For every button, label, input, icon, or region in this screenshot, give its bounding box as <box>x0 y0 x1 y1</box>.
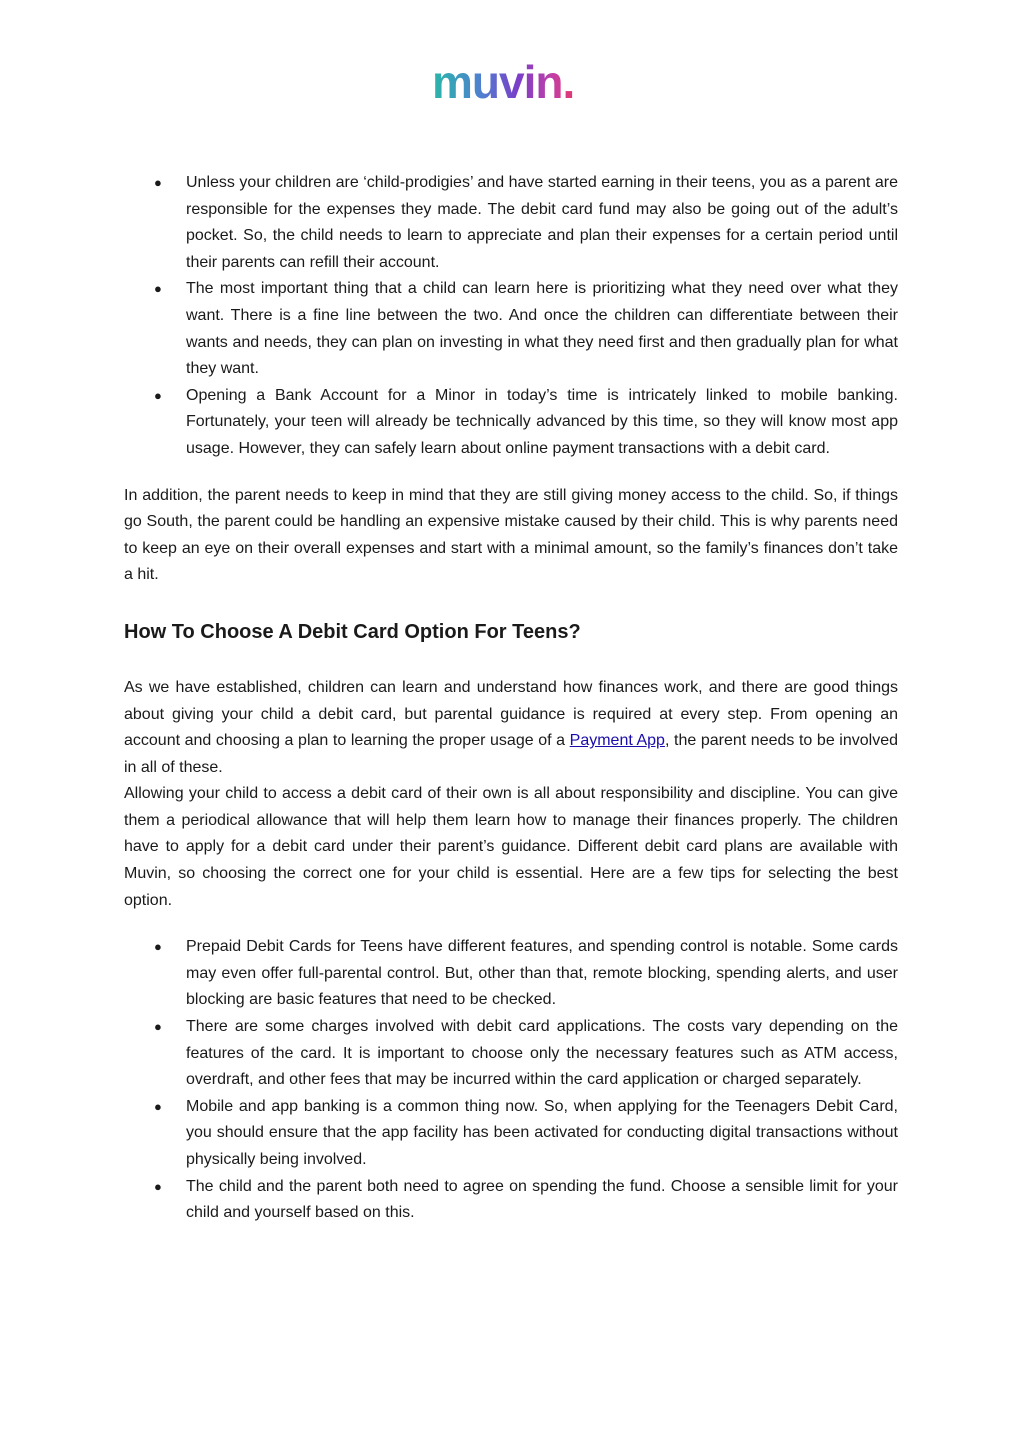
paragraph-text: , the parent needs to be involved in all of these. <box>124 732 899 776</box>
bullet-icon: ● <box>154 1178 162 1194</box>
list-item-text: Mobile and app banking is a common thing now. So, when applying for the Teenagers Debit Card, you should ensure that the app facility has been activated for conducting digital transactions without physically being involved. <box>186 1097 898 1168</box>
paragraph-text: As we have established, children can learn and understand how finances work, and there are good things about giving your child a debit card, but parental guidance is required at every step. From opening an account and choosing a plan to learning the proper usage of a <box>124 678 898 750</box>
list-item-text: Opening a Bank Account for a Minor in today’s time is intricately linked to mobile banking. Fortunately, your teen will already be technically advanced by this time, so they will know most app usage. However, they can safely learn about online payment transactions with a debit card. <box>186 386 898 457</box>
list-item <box>124 170 898 276</box>
bullet-icon: ● <box>154 1098 162 1114</box>
section-heading: How To Choose A Debit Card Option For Teens? <box>124 620 581 643</box>
paragraph-in-addition: In addition, the parent needs to keep in mind that they are still giving money access to the child. So, if things go South, the parent could be handling an expensive mistake caused by their child. This is why parents need to keep an eye on their overall expenses and start with a minimal amount, so the family’s finances don’t take a hit. <box>124 486 898 584</box>
list-item <box>124 1014 898 1094</box>
bullet-icon: ● <box>154 939 162 955</box>
list-item <box>124 934 898 1014</box>
logo-wordmark: muvin. <box>432 56 575 106</box>
document-body <box>124 170 898 1227</box>
list-item-text: The most important thing that a child can learn here is prioritizing what they need over what they want. There is a fine line between the two. And once the children can differentiate between their wants and needs, they can plan on investing in what they need first and then gradually plan for what they want. <box>186 280 898 378</box>
list-item <box>124 1094 898 1174</box>
list-item-text: The child and the parent both need to agree on spending the fund. Choose a sensible limit for your child and yourself based on this. <box>186 1177 898 1222</box>
list-item <box>124 1174 898 1227</box>
list-item-text: Unless your children are ‘child-prodigies’ and have started earning in their teens, you as a parent are responsible for the expenses they made. The debit card fund may also be going out of the adult’s pocket. So, the child needs to learn to appreciate and plan their expenses for a certain period until their parents can refill their account. <box>186 174 898 271</box>
bullet-list-1 <box>124 170 898 463</box>
list-item-text: Prepaid Debit Cards for Teens have different features, and spending control is notable. Some cards may even offer full-parental control. But, other than that, remote blocking, spending alerts, and user blocking are basic features that need to be checked. <box>186 938 898 1009</box>
bullet-icon: ● <box>154 1019 162 1035</box>
bullet-icon: ● <box>154 387 162 403</box>
muvin-logo <box>0 56 1024 116</box>
paragraph-allowing: Allowing your child to access a debit card of their own is all about responsibility and discipline. You can give them a periodical allowance that will help them learn how to manage their finances properly. The children have to apply for a debit card under their parent’s guidance. Different debit card plans are available with Muvin, so choosing the correct one for your child is essential. Here are a few tips for selecting the best option. <box>124 785 898 909</box>
list-item-text: There are some charges involved with debit card applications. The costs vary depending on the features of the card. It is important to choose only the necessary features such as ATM access, overdraft, and other fees that may be incurred within the card application or charged separately. <box>186 1018 898 1089</box>
bullet-icon: ● <box>154 175 162 190</box>
bullet-icon: ● <box>154 281 162 297</box>
payment-app-link[interactable]: Payment App <box>569 732 665 750</box>
list-item <box>124 276 898 382</box>
bullet-list-2 <box>124 934 898 1227</box>
list-item <box>124 383 898 463</box>
paragraph-established <box>124 675 898 781</box>
